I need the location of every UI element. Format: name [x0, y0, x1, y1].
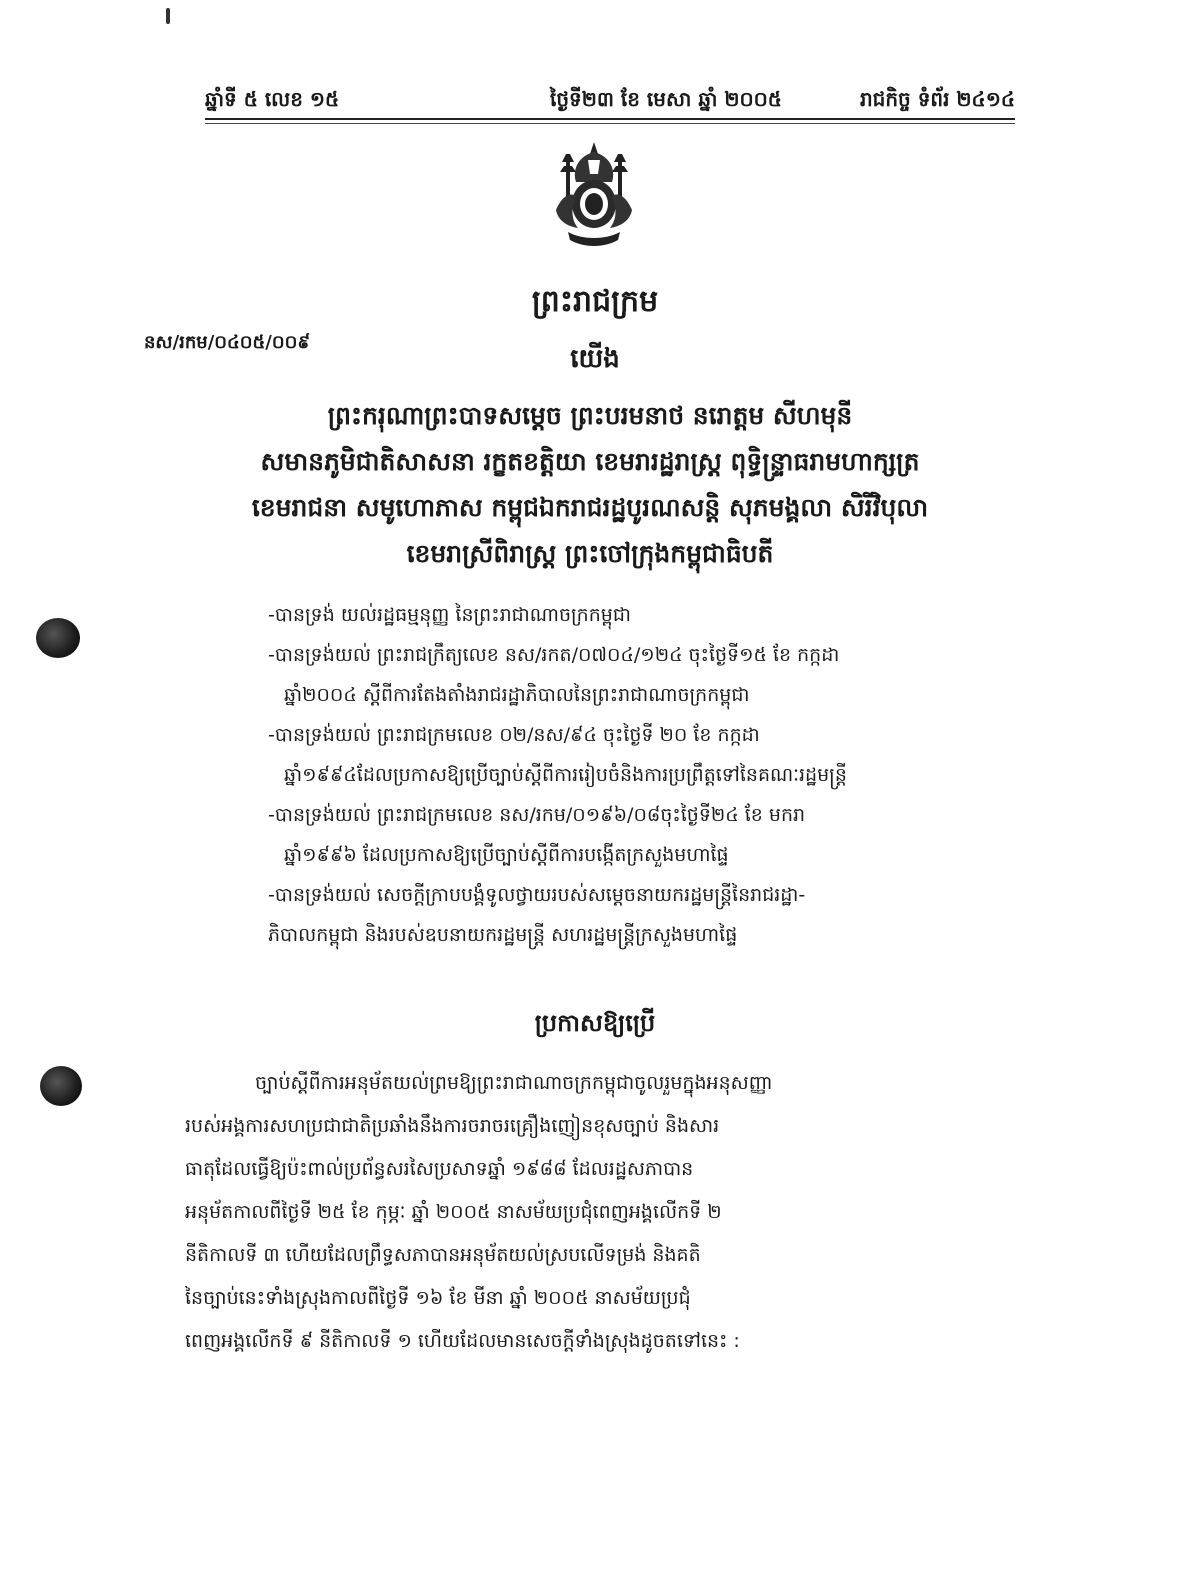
decree-subtitle: យើង	[570, 344, 620, 374]
scan-mark	[166, 8, 170, 24]
royal-title-line: ខេមរាស្រីពិរាស្ត្រ ព្រះចៅក្រុងកម្ពុជាធិបតី	[406, 539, 774, 568]
body-line: ពេញអង្គលើកទី ៩ នីតិកាលទី ១ ហើយដែលមានសេចក្តីទាំងស្រុងដូចតទៅនេះ :	[185, 1330, 740, 1352]
body-line: របស់អង្គការសហប្រជាជាតិប្រឆាំងនឹងការចរាចរគ្រឿងញៀនខុសច្បាប់ និងសារ	[185, 1115, 720, 1137]
body-line: ធាតុដែលធ្វើឱ្យប៉ះពាល់ប្រព័ន្ធសរសៃប្រសាទឆ្នាំ ១៩៨៨ ដែលរដ្ឋសភាបាន	[185, 1158, 694, 1180]
body-line: អនុម័តកាលពីថ្ងៃទី ២៥ ខែ កុម្ភៈ ឆ្នាំ ២០០៥ នាសម័យប្រជុំពេញអង្គលើកទី ២	[185, 1201, 722, 1223]
body-line: នីតិកាលទី ៣ ហើយដែលព្រឹទ្ធសភាបានអនុម័តយល់ស្របលើទម្រង់ និងគតិ	[185, 1244, 701, 1266]
consideration-line: ភិបាលកម្ពុជា និងរបស់ឧបនាយករដ្ឋមន្ត្រី សហរដ្ឋមន្ត្រីក្រសួងមហាផ្ទៃ	[268, 924, 738, 946]
consideration-line: -បានទ្រង់យល់ ព្រះរាជក្រមលេខ នស/រកម/០១៩៦/០៨ចុះថ្ងៃទី២៤ ខែ មករា	[268, 804, 806, 826]
header-rule-thin	[205, 123, 1015, 124]
royal-title-line: ព្រះករុណាព្រះបាទសម្តេច ព្រះបរមនាថ នរោត្តម សីហមុនី	[327, 401, 853, 430]
decree-number: នស/រកម/០៤០៥/០០៩	[144, 332, 311, 353]
body-line: នៃច្បាប់នេះទាំងស្រុងកាលពីថ្ងៃទី ១៦ ខែ មីនា ឆ្នាំ ២០០៥ នាសម័យប្រជុំ	[185, 1287, 691, 1309]
consideration-line: -បានទ្រង់ យល់រដ្ឋធម្មនុញ្ញ នៃព្រះរាជាណាចក្រកម្ពុជា	[268, 604, 631, 626]
punch-hole	[40, 1066, 82, 1106]
royal-title-line: ខេមរាជនា សមូហោភាស កម្ពុជឯករាជរដ្ឋបូរណសន្តិ សុភមង្គលា សិរីវិបុលា	[251, 493, 929, 522]
considerations-list	[268, 595, 958, 955]
consideration-line: -បានទ្រង់យល់ ព្រះរាជក្រមលេខ ០២/នស/៩៤ ចុះថ្ងៃទី ២០ ខែ កក្កដា	[268, 724, 760, 746]
header-rule	[205, 118, 1015, 120]
consideration-line: -បានទ្រង់យល់ សេចក្តីក្រាបបង្គំទូលថ្វាយរបស់សម្តេចនាយករដ្ឋមន្ត្រីនៃរាជរដ្ឋា-	[268, 884, 806, 906]
gazette-issue: ឆ្នាំទី ៥ លេខ ១៥	[205, 87, 340, 111]
body-line: ច្បាប់ស្តីពីការអនុម័តយល់ព្រមឱ្យព្រះរាជាណាចក្រកម្ពុជាចូលរួមក្នុងអនុសញ្ញា	[255, 1072, 773, 1094]
royal-emblem-icon	[548, 140, 640, 252]
promulgation-heading: ប្រកាសឱ្យប្រើ	[534, 1009, 656, 1037]
consideration-line: -បានទ្រង់យល់ ព្រះរាជក្រឹត្យលេខ នស/រកត/០៧០៤/១២៤ ចុះថ្ងៃទី១៥ ខែ កក្កដា	[268, 644, 840, 666]
gazette-header	[205, 80, 1015, 120]
consideration-line: ឆ្នាំ២០០៤ ស្តីពីការតែងតាំងរាជរដ្ឋាភិបាលនៃព្រះរាជាណាចក្រកម្ពុជា	[284, 684, 750, 706]
consideration-line: ឆ្នាំ១៩៩៦ ដែលប្រកាសឱ្យប្រើច្បាប់ស្តីពីការបង្កើតក្រសួងមហាផ្ទៃ	[284, 844, 729, 866]
gazette-page-number: រាជកិច្ច ទំព័រ ២៤១៤	[859, 87, 1015, 111]
punch-hole	[36, 618, 80, 658]
royal-title-line: សមានភូមិជាតិសាសនា រក្ខតខត្តិយា ខេមរារដ្ឋរាស្ត្រ ពុទ្ធិន្ទ្រាធរាមហាក្សត្រ	[260, 447, 920, 476]
royal-titles	[180, 393, 1000, 577]
gazette-date: ថ្ងៃទី២៣ ខែ មេសា ឆ្នាំ ២០០៥	[550, 87, 782, 111]
body-paragraph	[185, 1062, 955, 1363]
consideration-line: ឆ្នាំ១៩៩៤ដែលប្រកាសឱ្យប្រើច្បាប់ស្តីពីការរៀបចំនិងការប្រព្រឹត្តទៅនៃគណៈរដ្ឋមន្ត្រី	[284, 764, 847, 786]
decree-title: ព្រះរាជក្រម	[531, 284, 659, 319]
